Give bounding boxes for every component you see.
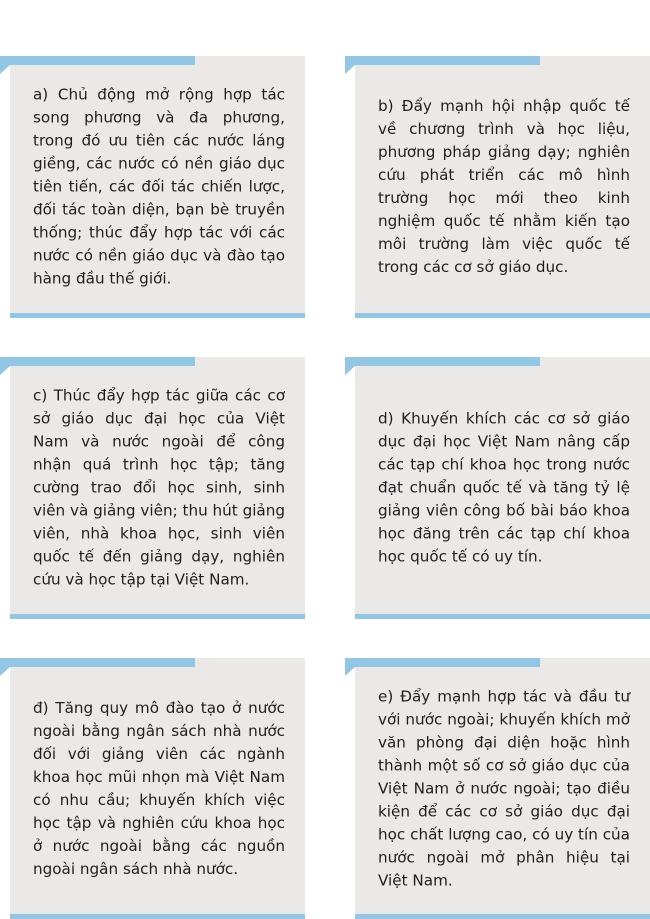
card-top-bar [0,56,195,65]
card-text: a) Chủ động mở rộng hợp tác song phương và đa phương, trong đó ưu tiên các nước láng giềng, các nước có nền giáo dục tiên tiến, các đối tác chiến lược, đối tác toàn diện, bạn bè truyền thống; thúc đẩy hợp tác với các nước có nền giáo dục và đào tạo hàng đầu thế giới. [33,85,285,288]
card-top-bar [345,658,540,667]
card-fold-tab [345,366,355,375]
card-text: d) Khuyến khích các cơ sở giáo dục đại học Việt Nam nâng cấp các tạp chí khoa học trong nước đạt chuẩn quốc tế và tăng tỷ lệ giảng viên công bố bài báo khoa học đăng trên các tạp chí khoa học quốc tế có uy tín. [378,409,630,566]
card-text: e) Đẩy mạnh hợp tác và đầu tư với nước ngoài; khuyến khích mở văn phòng đại diện hoặc hình thành một số cơ sở giáo dục của Việt Nam ở nước ngoài; tạo điều kiện để các cơ sở giáo dục đại học chất lượng cao, có uy tín của nước ngoài mở phân hiệu tại Việt Nam. [378,687,630,889]
card-bottom-bar [10,914,305,919]
card-text: c) Thúc đẩy hợp tác giữa các cơ sở giáo dục đại học của Việt Nam và nước ngoài để công nhận quá trình học tập; tăng cường trao đổi học sinh, sinh viên và giảng viên; thu hút giảng viên, nhà khoa học, sinh viên quốc tế đến giảng dạy, nghiên cứu và học tập tại Việt Nam. [33,386,286,589]
card-a [10,56,305,318]
card-d [355,357,650,619]
card-fold-tab [0,366,10,375]
card-bottom-bar [10,313,305,318]
card-fold-tab [345,65,355,74]
card-top-bar [0,658,195,667]
card-fold-tab [345,667,355,676]
card-bottom-bar [355,914,650,919]
card-c [10,357,305,619]
card-fold-tab [0,65,10,74]
card-fold-tab [0,667,10,676]
card-e [355,658,650,919]
card-text: b) Đẩy mạnh hội nhập quốc tế về chương trình và học liệu, phương pháp giảng dạy; nghiên cứu phát triển các mô hình trường học mới theo kinh nghiệm quốc tế nhằm kiến tạo môi trường làm việc quốc tế trong các cơ sở giáo dục. [378,97,630,276]
card-b [355,56,650,318]
card-top-bar [345,56,540,65]
card-text: đ) Tăng quy mô đào tạo ở nước ngoài bằng ngân sách nhà nước đối với giảng viên các ngành khoa học mũi nhọn mà Việt Nam có nhu cầu; khuyến khích việc học tập và nghiên cứu khoa học ở nước ngoài bằng các nguồn ngoài ngân sách nhà nước. [33,698,285,878]
card-top-bar [0,357,195,366]
card-bottom-bar [355,614,650,619]
card-bottom-bar [355,313,650,318]
card-bottom-bar [10,614,305,619]
card-dd [10,658,305,919]
card-top-bar [345,357,540,366]
